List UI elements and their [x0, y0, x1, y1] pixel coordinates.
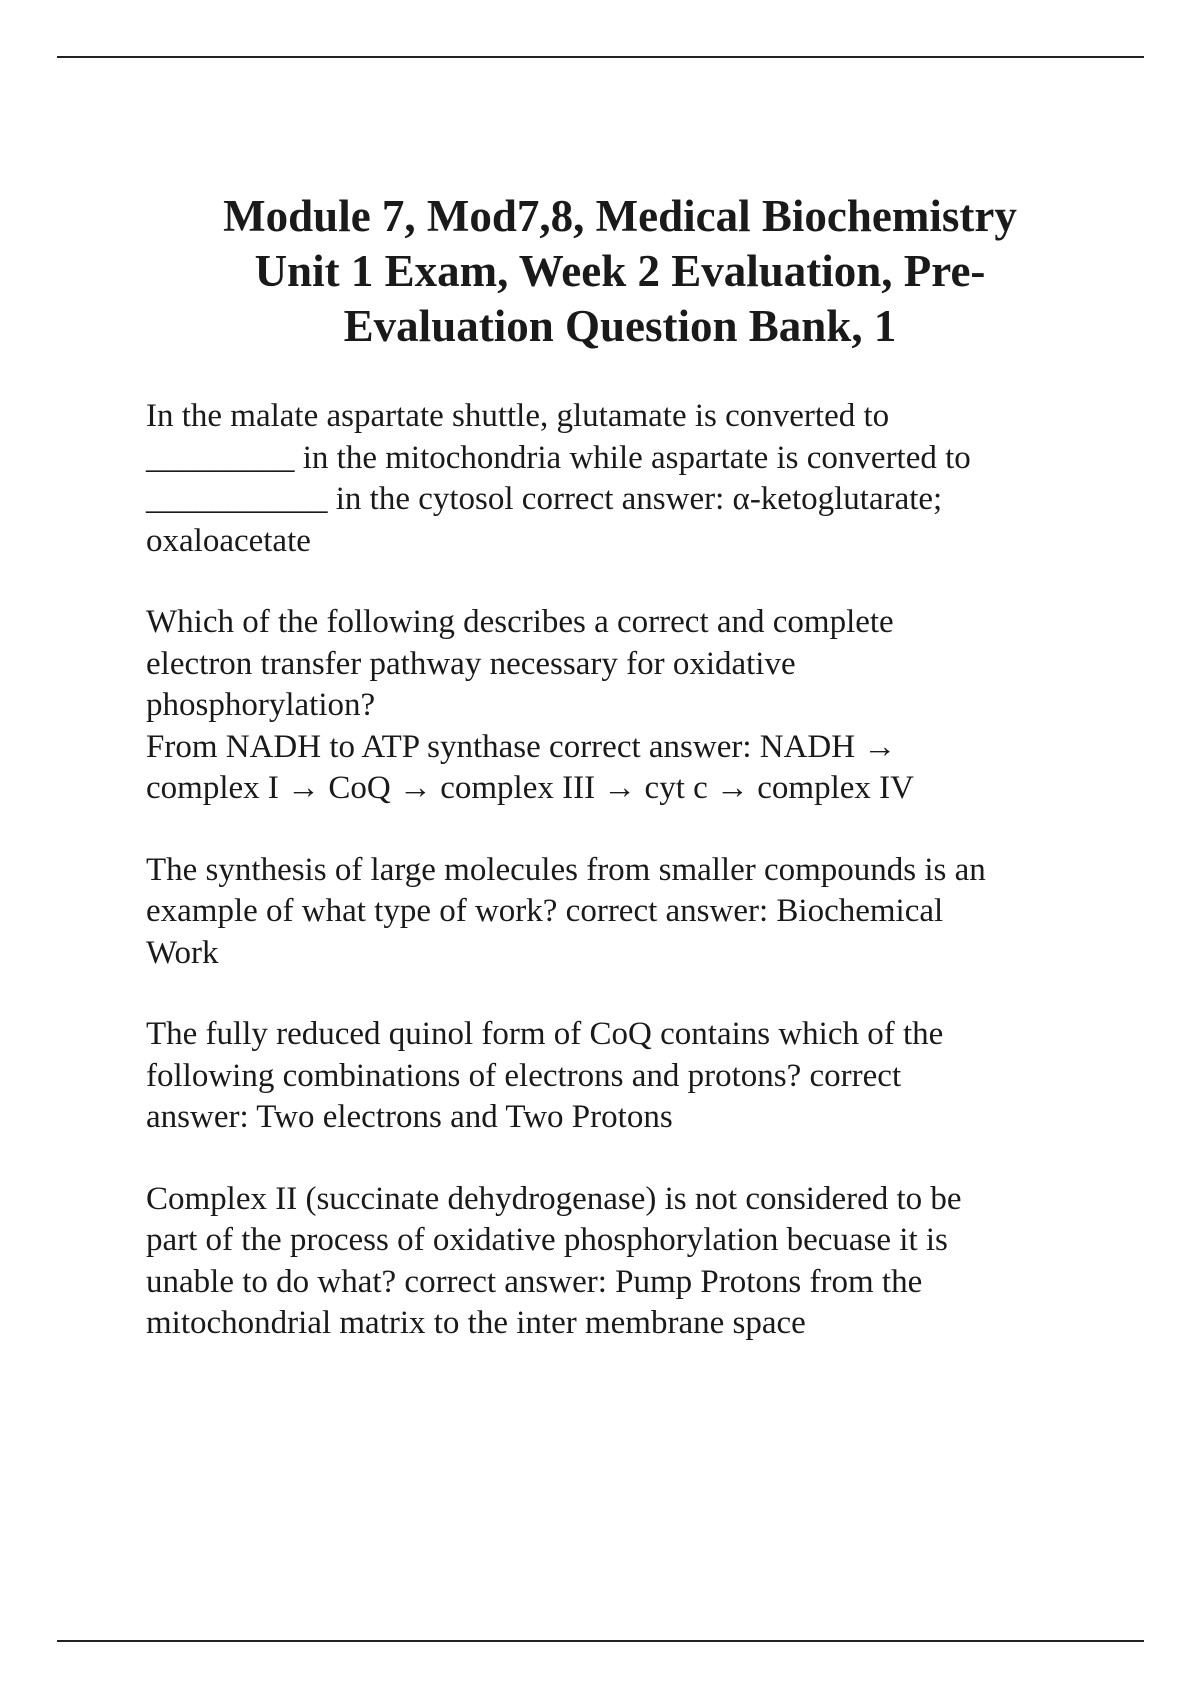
question-line: From NADH to ATP synthase correct answer: NADH →: [146, 728, 897, 765]
bottom-divider: [57, 1640, 1144, 1642]
question-line: part of the process of oxidative phosphorylation becuase it is: [146, 1222, 948, 1258]
question-line: ___________ in the cytosol correct answer: α-ketoglutarate;: [146, 481, 943, 517]
question-item: [146, 850, 1106, 975]
question-line: mitochondrial matrix to the inter membrane space: [146, 1305, 806, 1341]
question-line: following combinations of electrons and protons? correct: [146, 1057, 902, 1094]
question-line: The synthesis of large molecules from smaller compounds is an: [146, 851, 986, 888]
question-line: Work: [146, 934, 219, 971]
question-line: The fully reduced quinol form of CoQ contains which of the: [146, 1016, 944, 1052]
question-item: [146, 1179, 1106, 1345]
question-line: In the malate aspartate shuttle, glutamate is converted to: [146, 398, 890, 434]
question-item: [146, 602, 1106, 810]
question-line: phosphorylation?: [146, 687, 376, 723]
question-line: complex I → CoQ → complex III → cyt c → complex IV: [146, 770, 914, 806]
question-line: _________ in the mitochondria while aspartate is converted to: [146, 439, 971, 476]
top-divider: [57, 56, 1144, 58]
title-line: Module 7, Mod7,8, Medical Biochemistry: [223, 191, 1017, 241]
question-line: oxaloacetate: [146, 522, 311, 559]
title-line: Evaluation Question Bank, 1: [343, 301, 897, 351]
question-item: [146, 1014, 1106, 1139]
question-line: Which of the following describes a correct and complete: [146, 604, 894, 640]
question-list: [146, 396, 1106, 1385]
title-line: Unit 1 Exam, Week 2 Evaluation, Pre-: [254, 246, 986, 296]
question-line: Complex II (succinate dehydrogenase) is not considered to be: [146, 1180, 962, 1217]
question-item: [146, 396, 1106, 562]
question-line: answer: Two electrons and Two Protons: [146, 1099, 673, 1135]
question-line: example of what type of work? correct answer: Biochemical: [146, 893, 944, 929]
question-line: electron transfer pathway necessary for oxidative: [146, 645, 796, 682]
question-line: unable to do what? correct answer: Pump Protons from the: [146, 1263, 923, 1300]
document-title: [140, 189, 1100, 354]
